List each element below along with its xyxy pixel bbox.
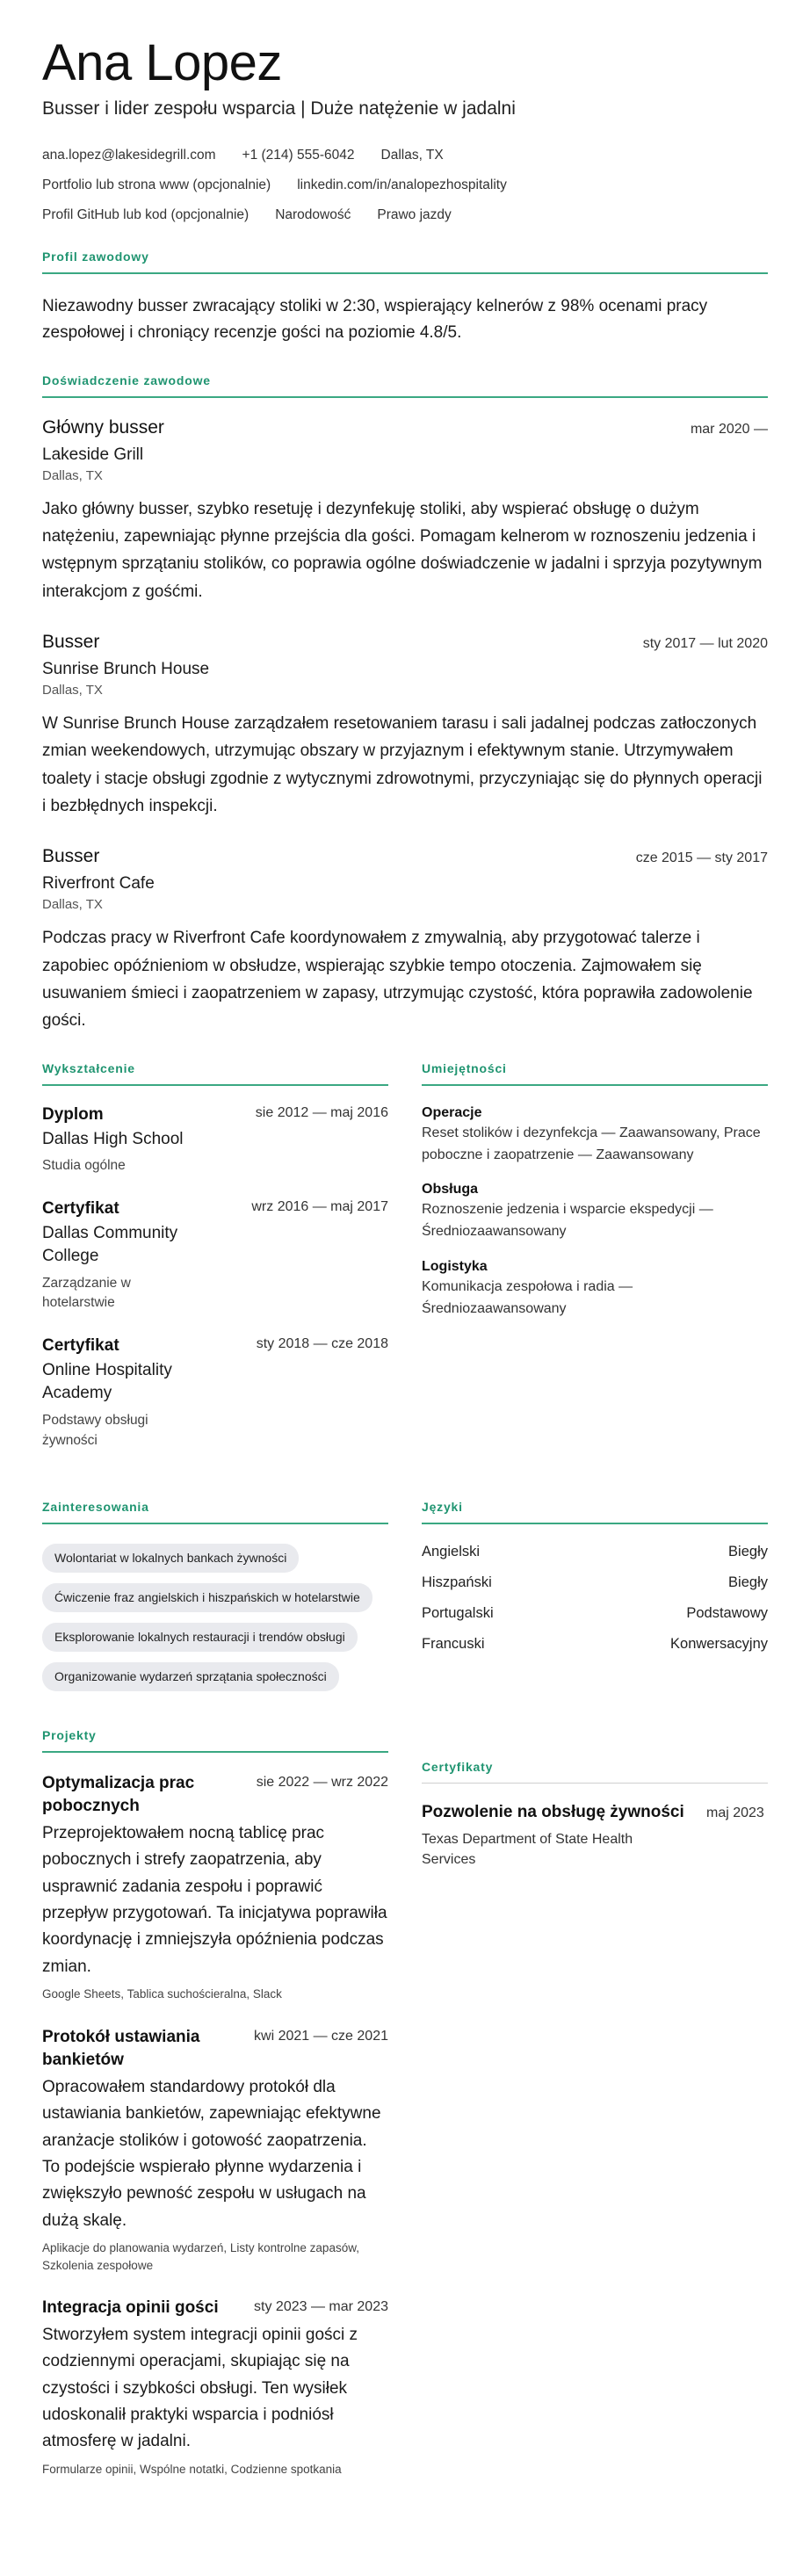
project-title: Optymalizacja prac pobocznych	[42, 1773, 195, 1816]
project-description: Przeprojektowałem nocną tablicę prac pobocznych i strefy zaopatrzenia, aby usprawnić zadania zespołu i poprawić przepływ przygotowań. Ta inicjatywa poprawiła koordynację i zmniejszyła opóźnienia podczas zmian.	[42, 1823, 387, 1976]
skill-group-name: Obsługa	[422, 1182, 479, 1198]
summary-section	[42, 250, 768, 347]
language-row	[422, 1605, 768, 1622]
project-entry	[42, 2297, 388, 2478]
job-description: W Sunrise Brunch House zarządzałem resetowaniem tarasu i sali jadalnej podczas zatłoczonych zmian weekendowych, utrzymując obszary w przyjaznym i efektywnym stanie. Utrzymywałem toalety i stacje obsługi zgodnie z wytycznymi zdrowotnymi, przyczyniając się do płynnych operacji i bezbłędnych inspekcji.	[42, 713, 763, 815]
job-description: Jako główny busser, szybko resetuję i dezynfekuję stoliki, aby wspierać obsługę o dużym natężeniu, zapewniając płynne przejścia dla gości. Pomagam kelnerom w roznoszeniu jedzenia i wstępnym sprzątaniu stolików, co poprawia ogólne doświadczenie w jadalni i sprzyja pozytywnym interakcjom z gośćmi.	[42, 499, 763, 601]
experience-section	[42, 373, 768, 1035]
certificates-title: Certyfikaty	[422, 1760, 768, 1784]
contact-email[interactable]: ana.lopez@lakesidegrill.com	[42, 147, 216, 163]
skill-group-items: Roznoszenie jedzenia i wsparcie ekspedycji — Średniozaawansowany	[422, 1202, 713, 1240]
language-level: Konwersacyjny	[670, 1636, 768, 1653]
skills-section	[422, 1061, 768, 1473]
skill-group-name: Logistyka	[422, 1258, 488, 1274]
contact-driving-license: Prawo jazdy	[377, 206, 452, 222]
language-name: Angielski	[422, 1544, 481, 1560]
certificate-name: Pozwolenie na obsługę żywności	[422, 1802, 684, 1821]
job-entry	[42, 417, 768, 605]
experience-title: Doświadczenie zawodowe	[42, 373, 768, 398]
job-company: Riverfront Cafe	[42, 874, 155, 894]
interests-title: Zainteresowania	[42, 1500, 388, 1524]
language-level: Biegły	[728, 1544, 768, 1560]
language-row	[422, 1636, 768, 1653]
language-level: Biegły	[728, 1574, 768, 1591]
projects-section	[42, 1728, 388, 2501]
education-degree: Certyfikat	[42, 1335, 119, 1355]
job-description: Podczas pracy w Riverfront Cafe koordynowałem z zmywalnią, aby przygotować talerze i zapobiec opóźnieniom w obsłudze, wspierając szybkie tempo otoczenia. Zajmowałem się usuwaniem śmieci i zaopatrzeniem w zapasy, utrzymując czystość, która poprawiła zadowolenie gości.	[42, 929, 753, 1031]
education-field: Podstawy obsługi żywności	[42, 1413, 148, 1448]
project-entry	[42, 2026, 388, 2275]
education-school: Dallas High School	[42, 1129, 184, 1148]
contact-phone[interactable]: +1 (214) 555-6042	[242, 147, 355, 163]
education-date: wrz 2016 — maj 2017	[251, 1198, 388, 1214]
contact-row-1	[42, 148, 768, 163]
project-date: sie 2022 — wrz 2022	[256, 1774, 388, 1790]
interest-chip: Eksplorowanie lokalnych restauracji i trendów obsługi	[42, 1623, 358, 1652]
certificate-issuer: Texas Department of State Health Services	[422, 1831, 633, 1867]
language-name: Hiszpański	[422, 1574, 492, 1591]
skills-title: Umiejętności	[422, 1061, 768, 1086]
certificates-section	[422, 1728, 768, 2501]
job-entry	[42, 846, 768, 1034]
language-row	[422, 1574, 768, 1591]
skill-group	[422, 1182, 768, 1243]
contact-row-3	[42, 207, 768, 223]
education-field: Zarządzanie w hotelarstwie	[42, 1275, 131, 1311]
languages-title: Języki	[422, 1500, 768, 1524]
project-date: sty 2023 — mar 2023	[254, 2299, 388, 2315]
job-entry	[42, 632, 768, 820]
education-field: Studia ogólne	[42, 1158, 126, 1174]
language-row	[422, 1544, 768, 1560]
education-degree: Certyfikat	[42, 1198, 119, 1218]
interest-chip: Ćwiczenie fraz angielskich i hiszpańskich w hotelarstwie	[42, 1583, 372, 1612]
interests-languages-row	[42, 1500, 768, 1702]
project-description: Opracowałem standardowy protokół dla ustawiania bankietów, zapewniając efektywne aranżacje stolików i gotowość zaopatrzenia. To podejście wspierało płynne wydarzenia i zwiększyło pewność zespołu w usługach na dużą skalę.	[42, 2077, 381, 2230]
job-title: Busser	[42, 631, 100, 652]
job-date: cze 2015 — sty 2017	[635, 850, 768, 866]
project-tags: Aplikacje do planowania wydarzeń, Listy kontrolne zapasów, Szkolenia zespołowe	[42, 2241, 359, 2272]
education-title: Wykształcenie	[42, 1061, 388, 1086]
skill-group-name: Operacje	[422, 1104, 482, 1120]
job-title: Busser	[42, 846, 100, 867]
education-date: sie 2012 — maj 2016	[255, 1104, 388, 1120]
education-date: sty 2018 — cze 2018	[256, 1335, 388, 1351]
education-skills-row	[42, 1061, 768, 1473]
project-description: Stworzyłem system integracji opinii gości z codziennymi operacjami, skupiając się na czystości i szybkości obsługi. Ten wysiłek udoskonalił praktyki wsparcia i podniósł atmosferę w jadalni.	[42, 2325, 358, 2451]
contact-location: Dallas, TX	[380, 147, 444, 163]
project-tags: Google Sheets, Tablica suchościeralna, Slack	[42, 1987, 282, 2001]
candidate-headline: Busser i lider zespołu wsparcia | Duże natężenie w jadalni	[42, 98, 516, 119]
job-date: sty 2017 — lut 2020	[642, 635, 768, 651]
job-location: Dallas, TX	[42, 897, 103, 913]
language-level: Podstawowy	[686, 1605, 768, 1622]
languages-section	[422, 1500, 768, 1702]
job-date: mar 2020 —	[690, 421, 768, 437]
contact-github[interactable]: Profil GitHub lub kod (opcjonalnie)	[42, 206, 250, 222]
education-degree: Dyplom	[42, 1104, 104, 1124]
contact-row-2	[42, 177, 768, 193]
summary-text: Niezawodny busser zwracający stoliki w 2:30, wspierający kelnerów z 98% ocenami pracy zespołowej i chroniący recenzje gości na poziomie 4.8/5.	[42, 296, 708, 343]
projects-certificates-row	[42, 1728, 768, 2501]
project-tags: Formularze opinii, Wspólne notatki, Codzienne spotkania	[42, 2462, 342, 2476]
skill-group-items: Reset stolików i dezynfekcja — Zaawansowany, Prace poboczne i zaopatrzenie — Zaawansowany	[422, 1125, 761, 1162]
job-location: Dallas, TX	[42, 682, 103, 698]
skill-group	[422, 1259, 768, 1321]
language-name: Francuski	[422, 1636, 485, 1653]
project-entry	[42, 1772, 388, 2003]
job-company: Sunrise Brunch House	[42, 659, 210, 678]
interests-section	[42, 1500, 388, 1702]
projects-title: Projekty	[42, 1728, 388, 1753]
education-entry	[42, 1336, 388, 1451]
interest-chip: Organizowanie wydarzeń sprzątania społeczności	[42, 1662, 339, 1691]
education-entry	[42, 1105, 388, 1176]
education-entry	[42, 1199, 388, 1313]
job-title: Główny busser	[42, 416, 164, 438]
project-title: Integracja opinii gości	[42, 2298, 219, 2318]
certificate-entry	[422, 1803, 768, 1870]
resume-header	[42, 35, 768, 223]
contact-portfolio[interactable]: Portfolio lub strona www (opcjonalnie)	[42, 177, 271, 192]
summary-title: Profil zawodowy	[42, 250, 768, 274]
certificate-date: maj 2023	[706, 1805, 764, 1820]
job-company: Lakeside Grill	[42, 445, 144, 464]
job-location: Dallas, TX	[42, 467, 103, 483]
language-name: Portugalski	[422, 1605, 494, 1622]
education-section	[42, 1061, 388, 1473]
skill-group-items: Komunikacja zespołowa i radia — Średniozaawansowany	[422, 1278, 633, 1316]
contact-nationality: Narodowość	[275, 206, 351, 222]
candidate-name: Ana Lopez	[42, 34, 282, 91]
skill-group	[422, 1105, 768, 1167]
project-date: kwi 2021 — cze 2021	[254, 2028, 388, 2044]
interest-chip: Wolontariat w lokalnych bankach żywności	[42, 1544, 299, 1573]
project-title: Protokół ustawiania bankietów	[42, 2027, 200, 2070]
education-school: Dallas Community College	[42, 1223, 178, 1266]
contact-linkedin[interactable]: linkedin.com/in/analopezhospitality	[297, 177, 507, 192]
education-school: Online Hospitality Academy	[42, 1360, 172, 1403]
